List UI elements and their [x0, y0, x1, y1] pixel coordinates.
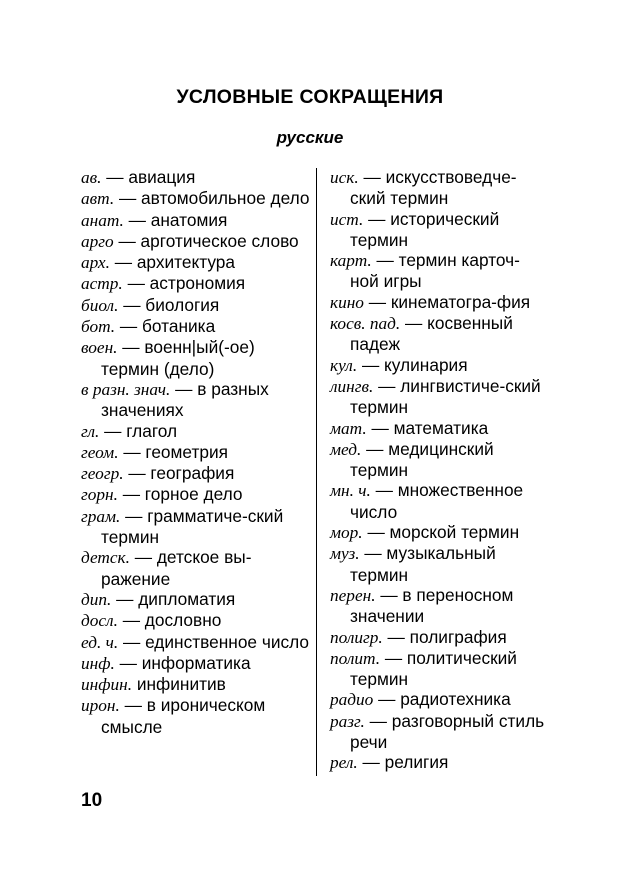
abbreviation-term: геом. [81, 442, 119, 462]
abbreviation-definition: — в разных значениях [101, 378, 269, 421]
abbreviation-term: инф. [81, 653, 115, 673]
abbreviation-entry [330, 480, 548, 522]
abbreviation-term: арх. [81, 253, 110, 273]
abbreviation-term: ед. ч. [81, 632, 119, 652]
abbreviation-definition: — автомобильное дело [114, 188, 310, 209]
abbreviation-term: арго [81, 231, 114, 251]
abbreviation-entry [81, 167, 313, 188]
abbreviation-definition: — геометрия [118, 441, 228, 462]
abbreviation-term: кино [330, 292, 364, 312]
abbreviation-entry [330, 522, 548, 543]
abbreviation-term: мн. ч. [330, 481, 371, 501]
abbreviation-term: лингв. [330, 376, 374, 396]
abbreviation-term: досл. [81, 611, 118, 631]
abbreviation-term: разг. [330, 711, 365, 731]
section-subtitle: русские [276, 128, 344, 147]
abbreviation-definition: — политический термин [350, 647, 517, 690]
abbreviation-definition: — ботаника [115, 316, 216, 337]
abbreviation-term: косв. пад. [330, 314, 401, 334]
abbreviation-term: карт. [330, 251, 372, 271]
abbreviation-entry [330, 376, 548, 418]
abbreviation-definition: — детское вы-ражение [101, 547, 252, 589]
abbreviation-definition: — разговорный стиль речи [350, 710, 545, 753]
abbreviation-definition: — кулинария [357, 354, 468, 375]
abbreviation-entry [330, 752, 548, 773]
abbreviation-definition: — исторический термин [350, 208, 500, 250]
abbreviation-term: мор. [330, 523, 363, 543]
abbreviation-definition: — морской термин [362, 522, 520, 543]
abbreviation-term: ав. [81, 168, 102, 187]
abbreviation-entry [330, 250, 548, 292]
abbreviation-entry [81, 421, 313, 442]
abbreviation-entry [330, 689, 548, 710]
abbreviation-entry [81, 610, 313, 631]
abbreviation-entry [81, 547, 313, 589]
abbreviation-entry [81, 252, 313, 273]
abbreviation-term: кул. [330, 355, 358, 375]
abbreviation-entry [81, 379, 313, 421]
abbreviation-term: радио [330, 690, 374, 710]
abbreviation-definition: — полиграфия [382, 626, 507, 647]
abbreviation-term: воен. [81, 338, 118, 358]
abbreviation-definition: — в ироническом смысле [101, 695, 266, 737]
abbreviation-entry [81, 316, 313, 337]
abbreviation-definition: — грамматиче-ский термин [101, 505, 284, 548]
abbreviation-definition: — единственное число [118, 631, 310, 652]
abbreviation-term: детск. [81, 548, 130, 568]
abbreviation-definition: — дословно [117, 610, 222, 631]
abbreviation-term: иск. [330, 168, 359, 187]
abbreviation-definition: — термин карточ-ной игры [350, 250, 520, 292]
abbreviation-term: геогр. [81, 464, 124, 484]
abbreviation-entry [81, 442, 313, 463]
page-title: УСЛОВНЫЕ СОКРАЩЕНИЯ [176, 86, 444, 108]
abbreviation-term: перен. [330, 585, 376, 605]
abbreviation-list-left [81, 167, 313, 737]
abbreviation-definition: — музыкальный термин [350, 543, 496, 585]
abbreviation-term: горн. [81, 485, 118, 505]
abbreviation-definition: — множественное число [350, 480, 524, 522]
page-number: 10 [81, 790, 103, 811]
abbreviation-entry [330, 292, 548, 313]
abbreviation-definition: — астрономия [122, 273, 246, 294]
abbreviation-entry [330, 439, 548, 481]
abbreviation-entry [81, 231, 313, 252]
abbreviation-definition: — анатомия [123, 209, 228, 230]
abbreviation-term: полигр. [330, 627, 383, 647]
abbreviation-definition: — кинематогра-фия [363, 291, 531, 312]
abbreviation-definition: — авиация [101, 167, 196, 187]
abbreviation-entry [81, 484, 313, 505]
abbreviation-term: мед. [330, 439, 362, 459]
abbreviation-list-right [330, 167, 548, 774]
abbreviation-term: астр. [81, 274, 123, 294]
abbreviation-entry [81, 653, 313, 674]
abbreviation-definition: — информатика [114, 652, 251, 673]
abbreviation-term: рел. [330, 753, 358, 773]
abbreviation-term: авт. [81, 189, 115, 209]
abbreviation-entry [81, 463, 313, 484]
abbreviation-entry [330, 313, 548, 355]
abbreviation-term: биол. [81, 295, 119, 315]
abbreviation-definition: — косвенный падеж [350, 313, 513, 355]
abbreviation-term: инфин. [81, 675, 133, 695]
abbreviation-entry [81, 674, 313, 695]
abbreviation-definition: — военн|ый(-ое) термин (дело) [101, 337, 255, 379]
abbreviation-definition: — глагол [99, 420, 178, 441]
abbreviation-term: ист. [330, 209, 364, 229]
abbreviation-entry [330, 209, 548, 251]
abbreviation-definition: — в переносном значении [350, 584, 514, 627]
abbreviation-term: ирон. [81, 696, 120, 716]
column-divider [316, 168, 317, 776]
abbreviation-term: муз. [330, 544, 360, 564]
abbreviation-definition: — математика [366, 417, 489, 438]
abbreviation-entry [81, 295, 313, 316]
abbreviation-term: бот. [81, 317, 116, 337]
abbreviation-definition: — горное дело [117, 484, 243, 505]
abbreviation-term: анат. [81, 210, 124, 230]
abbreviation-definition: — дипломатия [111, 588, 236, 609]
abbreviation-entry [330, 585, 548, 627]
abbreviation-entry [330, 167, 548, 209]
abbreviation-entry [330, 648, 548, 690]
abbreviation-definition: — лингвистиче-ский термин [350, 375, 541, 418]
abbreviation-definition: — религия [357, 752, 449, 773]
abbreviation-definition: — медицинский термин [350, 438, 494, 481]
abbreviation-term: мат. [330, 418, 367, 438]
abbreviation-entry [330, 418, 548, 439]
abbreviation-entry [330, 543, 548, 585]
abbreviation-term: дип. [81, 589, 112, 609]
abbreviation-entry [81, 695, 313, 737]
abbreviation-term: в разн. знач. [81, 379, 171, 399]
abbreviation-definition: — искусствоведче-ский термин [350, 167, 517, 209]
abbreviation-definition: — архитектура [109, 252, 236, 273]
abbreviation-term: полит. [330, 648, 381, 668]
abbreviation-entry [81, 273, 313, 294]
abbreviation-definition: — биология [118, 294, 220, 315]
abbreviation-definition: — радиотехника [373, 689, 511, 710]
abbreviation-entry [81, 337, 313, 379]
abbreviation-entry [81, 506, 313, 548]
abbreviation-definition: инфинитив [132, 674, 226, 695]
abbreviation-term: грам. [81, 506, 121, 526]
abbreviation-definition: — арготическое слово [113, 230, 299, 251]
abbreviation-definition: — география [123, 463, 235, 484]
abbreviation-entry [330, 627, 548, 648]
abbreviation-entry [81, 210, 313, 231]
abbreviation-entry [81, 632, 313, 653]
abbreviation-entry [81, 188, 313, 209]
abbreviation-term: гл. [81, 421, 100, 441]
abbreviation-entry [81, 589, 313, 610]
abbreviation-entry [330, 711, 548, 753]
abbreviation-entry [330, 355, 548, 376]
